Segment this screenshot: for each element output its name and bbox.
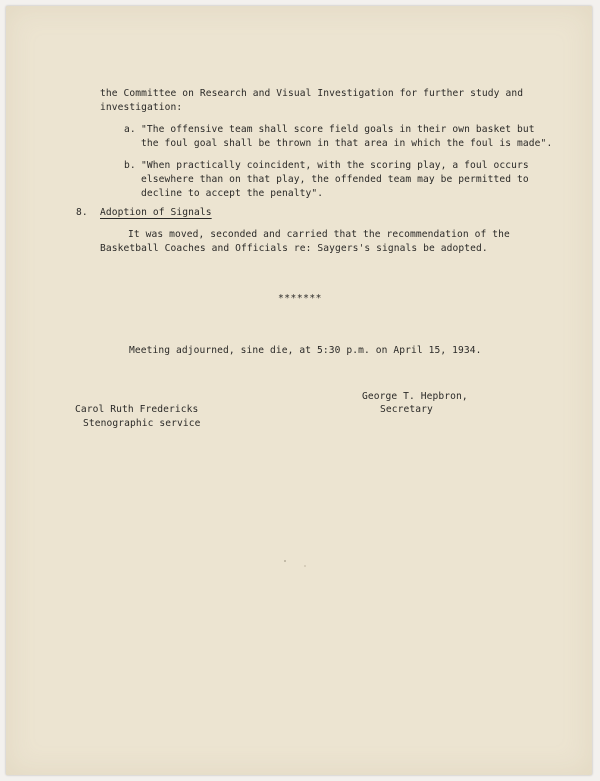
intro-line-2: investigation: [100,102,183,113]
paper-speck [284,560,286,562]
item-a-line-1: "The offensive team shall score field goals in their own basket but [141,124,535,135]
item-b-line-3: decline to accept the penalty". [141,188,324,199]
section-body-line-1: It was moved, seconded and carried that the recommendation of the [128,229,510,240]
adjournment-line: Meeting adjourned, sine die, at 5:30 p.m. on April 15, 1934. [129,345,482,356]
section-title: Adoption of Signals [100,207,212,218]
item-b-marker: b. [124,160,136,171]
item-a-marker: a. [124,124,136,135]
section-body-line-2: Basketball Coaches and Officials re: Saygers's signals be adopted. [100,243,488,254]
stenographer-role: Stenographic service [83,418,201,429]
secretary-name: George T. Hepbron, [362,391,468,402]
item-a-line-2: the foul goal shall be thrown in that area in which the foul is made". [141,138,553,149]
separator-stars: ******* [278,293,322,304]
paper-speck [304,565,306,567]
intro-line-1: the Committee on Research and Visual Investigation for further study and [100,88,524,99]
section-number: 8. [76,207,88,218]
stenographer-name: Carol Ruth Fredericks [75,404,199,415]
secretary-title: Secretary [380,404,433,415]
document-page [6,6,592,775]
item-b-line-1: "When practically coincident, with the scoring play, a foul occurs [141,160,529,171]
item-b-line-2: elsewhere than on that play, the offended team may be permitted to [141,174,529,185]
